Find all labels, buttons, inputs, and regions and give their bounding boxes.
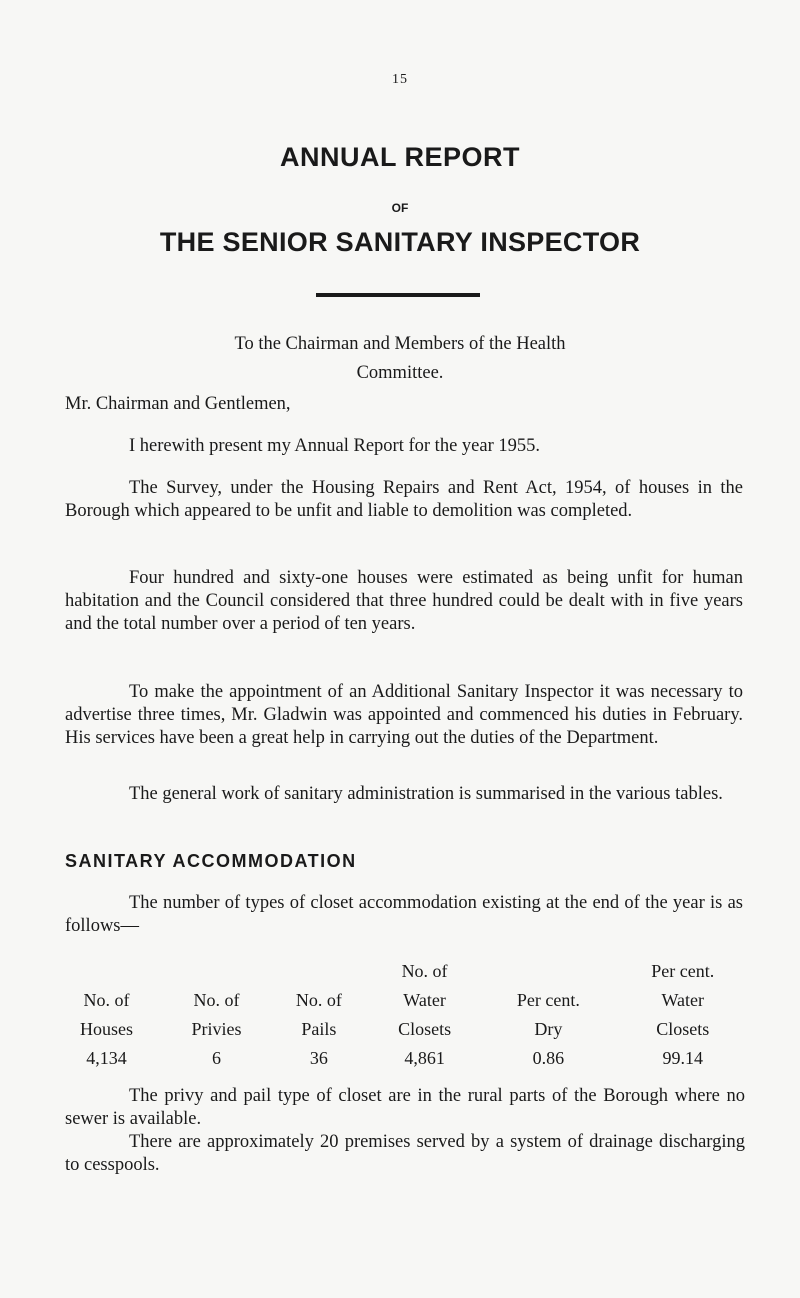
- header-cell: Water: [661, 990, 705, 1010]
- header-cell: Closets: [398, 1019, 452, 1039]
- table-header-row: [50, 957, 750, 986]
- title-connector: OF: [391, 201, 409, 215]
- header-cell: No. of: [83, 990, 130, 1010]
- title-divider: [316, 293, 480, 297]
- table-cell: 6: [211, 1048, 221, 1068]
- page-number: 15: [392, 72, 408, 87]
- section-heading: SANITARY ACCOMMODATION: [65, 851, 357, 871]
- header-cell: Closets: [656, 1019, 710, 1039]
- header-cell: Water: [403, 990, 446, 1010]
- note-1: The privy and pail type of closet are in the rural parts of the Borough where no sewer is available.: [65, 1086, 745, 1129]
- paragraph-2: The Survey, under the Housing Repairs and Rent Act, 1954, of houses in the Borough which appeared to be unfit and liable to demolition was completed.: [65, 478, 743, 521]
- header-cell: Pails: [301, 1019, 337, 1039]
- table-cell: 4,134: [86, 1048, 127, 1068]
- salutation: Mr. Chairman and Gentlemen,: [65, 394, 291, 414]
- report-subtitle: THE SENIOR SANITARY INSPECTOR: [159, 227, 641, 257]
- table-header-row: [50, 986, 750, 1015]
- header-cell: Per cent.: [516, 990, 580, 1010]
- header-cell: [50, 957, 163, 986]
- report-title: ANNUAL REPORT: [279, 142, 520, 172]
- paragraph-5: The general work of sanitary administration is summarised in the various tables.: [129, 784, 723, 804]
- header-cell: Dry: [534, 1019, 563, 1039]
- table-cell: 99.14: [662, 1048, 704, 1068]
- table-cell: 4,861: [404, 1048, 445, 1068]
- header-cell: Houses: [80, 1019, 134, 1039]
- header-cell: No. of: [401, 961, 448, 981]
- header-cell: [270, 957, 368, 986]
- paragraph-1: I herewith present my Annual Report for the year 1955.: [129, 436, 540, 456]
- header-cell: Per cent.: [651, 961, 715, 981]
- header-cell: [481, 957, 615, 986]
- table-header-row: [50, 1015, 750, 1044]
- header-cell: Privies: [191, 1019, 242, 1039]
- address-line: To the Chairman and Members of the Health Committee.: [234, 334, 566, 383]
- paragraph-4: To make the appointment of an Additional Sanitary Inspector it was necessary to advertise three times, Mr. Gladwin was appointed and commenced his duties in February. His services have been a great help in carrying out the duties of the Department.: [65, 682, 743, 748]
- section-intro: The number of types of closet accommodation existing at the end of the year is as follows—: [65, 893, 743, 936]
- paragraph-3: Four hundred and sixty-one houses were estimated as being unfit for human habitation and the Council considered that three hundred could be dealt with in five years and the total number over a period of ten years.: [65, 568, 743, 634]
- table-cell: 0.86: [532, 1048, 565, 1068]
- header-cell: No. of: [193, 990, 240, 1010]
- table-row: [50, 1044, 750, 1073]
- header-cell: [163, 957, 270, 986]
- closet-accommodation-table: [50, 957, 750, 1073]
- table-cell: 36: [309, 1048, 328, 1068]
- header-cell: No. of: [295, 990, 342, 1010]
- note-2: There are approximately 20 premises served by a system of drainage discharging to cesspools.: [65, 1132, 745, 1175]
